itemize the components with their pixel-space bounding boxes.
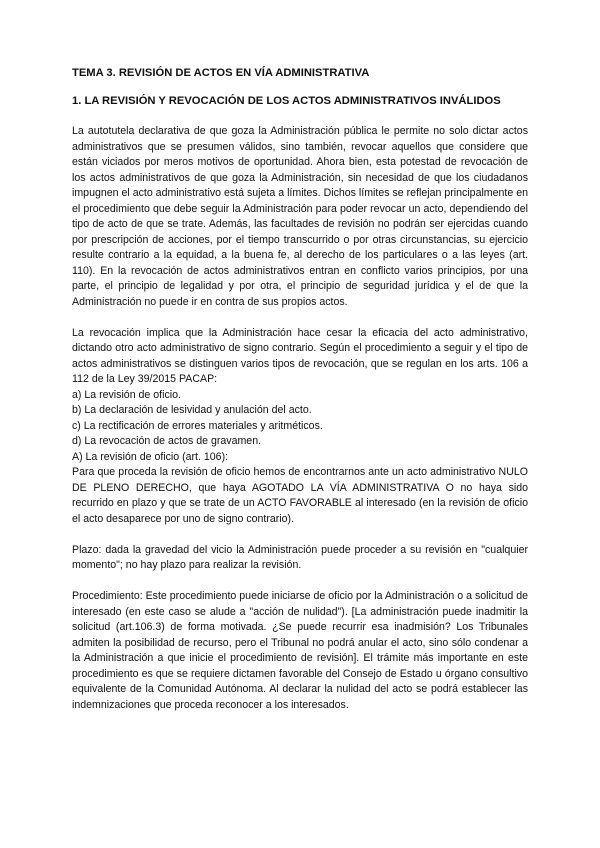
list-item: a) La revisión de oficio. <box>72 388 181 401</box>
paragraph-autotutela: La autotutela declarativa de que goza la Administración pública le permite no solo dictar actos administrativos que se presumen válidos, sino también, revocar aquellos que considere que están viciados por meros motivos de oportunidad. Ahora bien, esta potestad de revocación de los actos administrativos de que goza la Administración, sin necesidad de que los ciudadanos impugnen el acto administrativo está sujeta a límites. Dichos límites se reflejan principalmente en el procedimiento que debe seguir la Administración para poder revocar un acto, dependiendo del tipo de acto de que se trate. Además, las facultades de revisión no podrán ser ejercidas cuando por prescripción de acciones, por el tiempo transcurrido o por otras circunstancias, su ejercicio resulte contrario a la equidad, a la buena fe, al derecho de los particulares o a las leyes (art. 110). En la revocación de actos administrativos entran en conflicto varios principios, por una parte, el principio de legalidad y por otra, el principio de seguridad jurídica y el de que la Administración no puede ir en contra de sus propios actos. <box>72 125 528 308</box>
list-item: d) La revocación de actos de gravamen. <box>72 435 262 447</box>
document-page <box>72 66 528 713</box>
section-title: 1. LA REVISIÓN Y REVOCACIÓN DE LOS ACTOS ADMINISTRATIVOS INVÁLIDOS <box>72 95 501 107</box>
paragraph-revocacion: La revocación implica que la Administración hace cesar la eficacia del acto administrativo, dictando otro acto administrativo de signo contrario. Según el procedimiento a seguir y el tipo de actos administrativos se distinguen varios tipos de revocación, que se regulan en los arts. 106 a 112 de la Ley 39/2015 PACAP: <box>72 326 528 385</box>
list-item: c) La rectificación de errores materiales y aritméticos. <box>72 419 323 432</box>
subsection-heading: A) La revisión de oficio (art. 106): <box>72 450 229 463</box>
paragraph-procedimiento: Procedimiento: Este procedimiento puede iniciarse de oficio por la Administración o a solicitud de interesado (en este caso se alude a "acción de nulidad"). [La administración puede inadmitir la solicitud (art.106.3) de forma motivada. ¿Se puede recurrir esa inadmisión? Los Tribunales admiten la posibilidad de recurso, pero el Tribunal no podrá anular el acto, sino sólo condenar a la Administración a que inicie el procedimiento de revisión]. El trámite más importante en este procedimiento es que se requiere dictamen favorable del Consejo de Estado u órgano consultivo equivalente de la Comunidad Autónoma. Al declarar la nulidad del acto se podrá establecer las indemnizaciones que proceda reconocer a los interesados. <box>72 590 528 711</box>
list-item: b) La declaración de lesividad y anulación del acto. <box>72 404 312 416</box>
paragraph-plazo: Plazo: dada la gravedad del vicio la Administración puede proceder a su revisión en "cualquier momento"; no hay plazo para realizar la revisión. <box>72 543 528 571</box>
document-title: TEMA 3. REVISIÓN DE ACTOS EN VÍA ADMINISTRATIVA <box>72 67 370 79</box>
paragraph-revision-oficio: Para que proceda la revisión de oficio hemos de encontrarnos ante un acto administrativo NULO DE PLENO DERECHO, que haya AGOTADO LA VÍA ADMINISTRATIVA O no haya sido recurrido en plazo y que se trate de un ACTO FAVORABLE al interesado (en la revisión de oficio el acto desaparece por uno de signo contrario). <box>72 466 528 525</box>
